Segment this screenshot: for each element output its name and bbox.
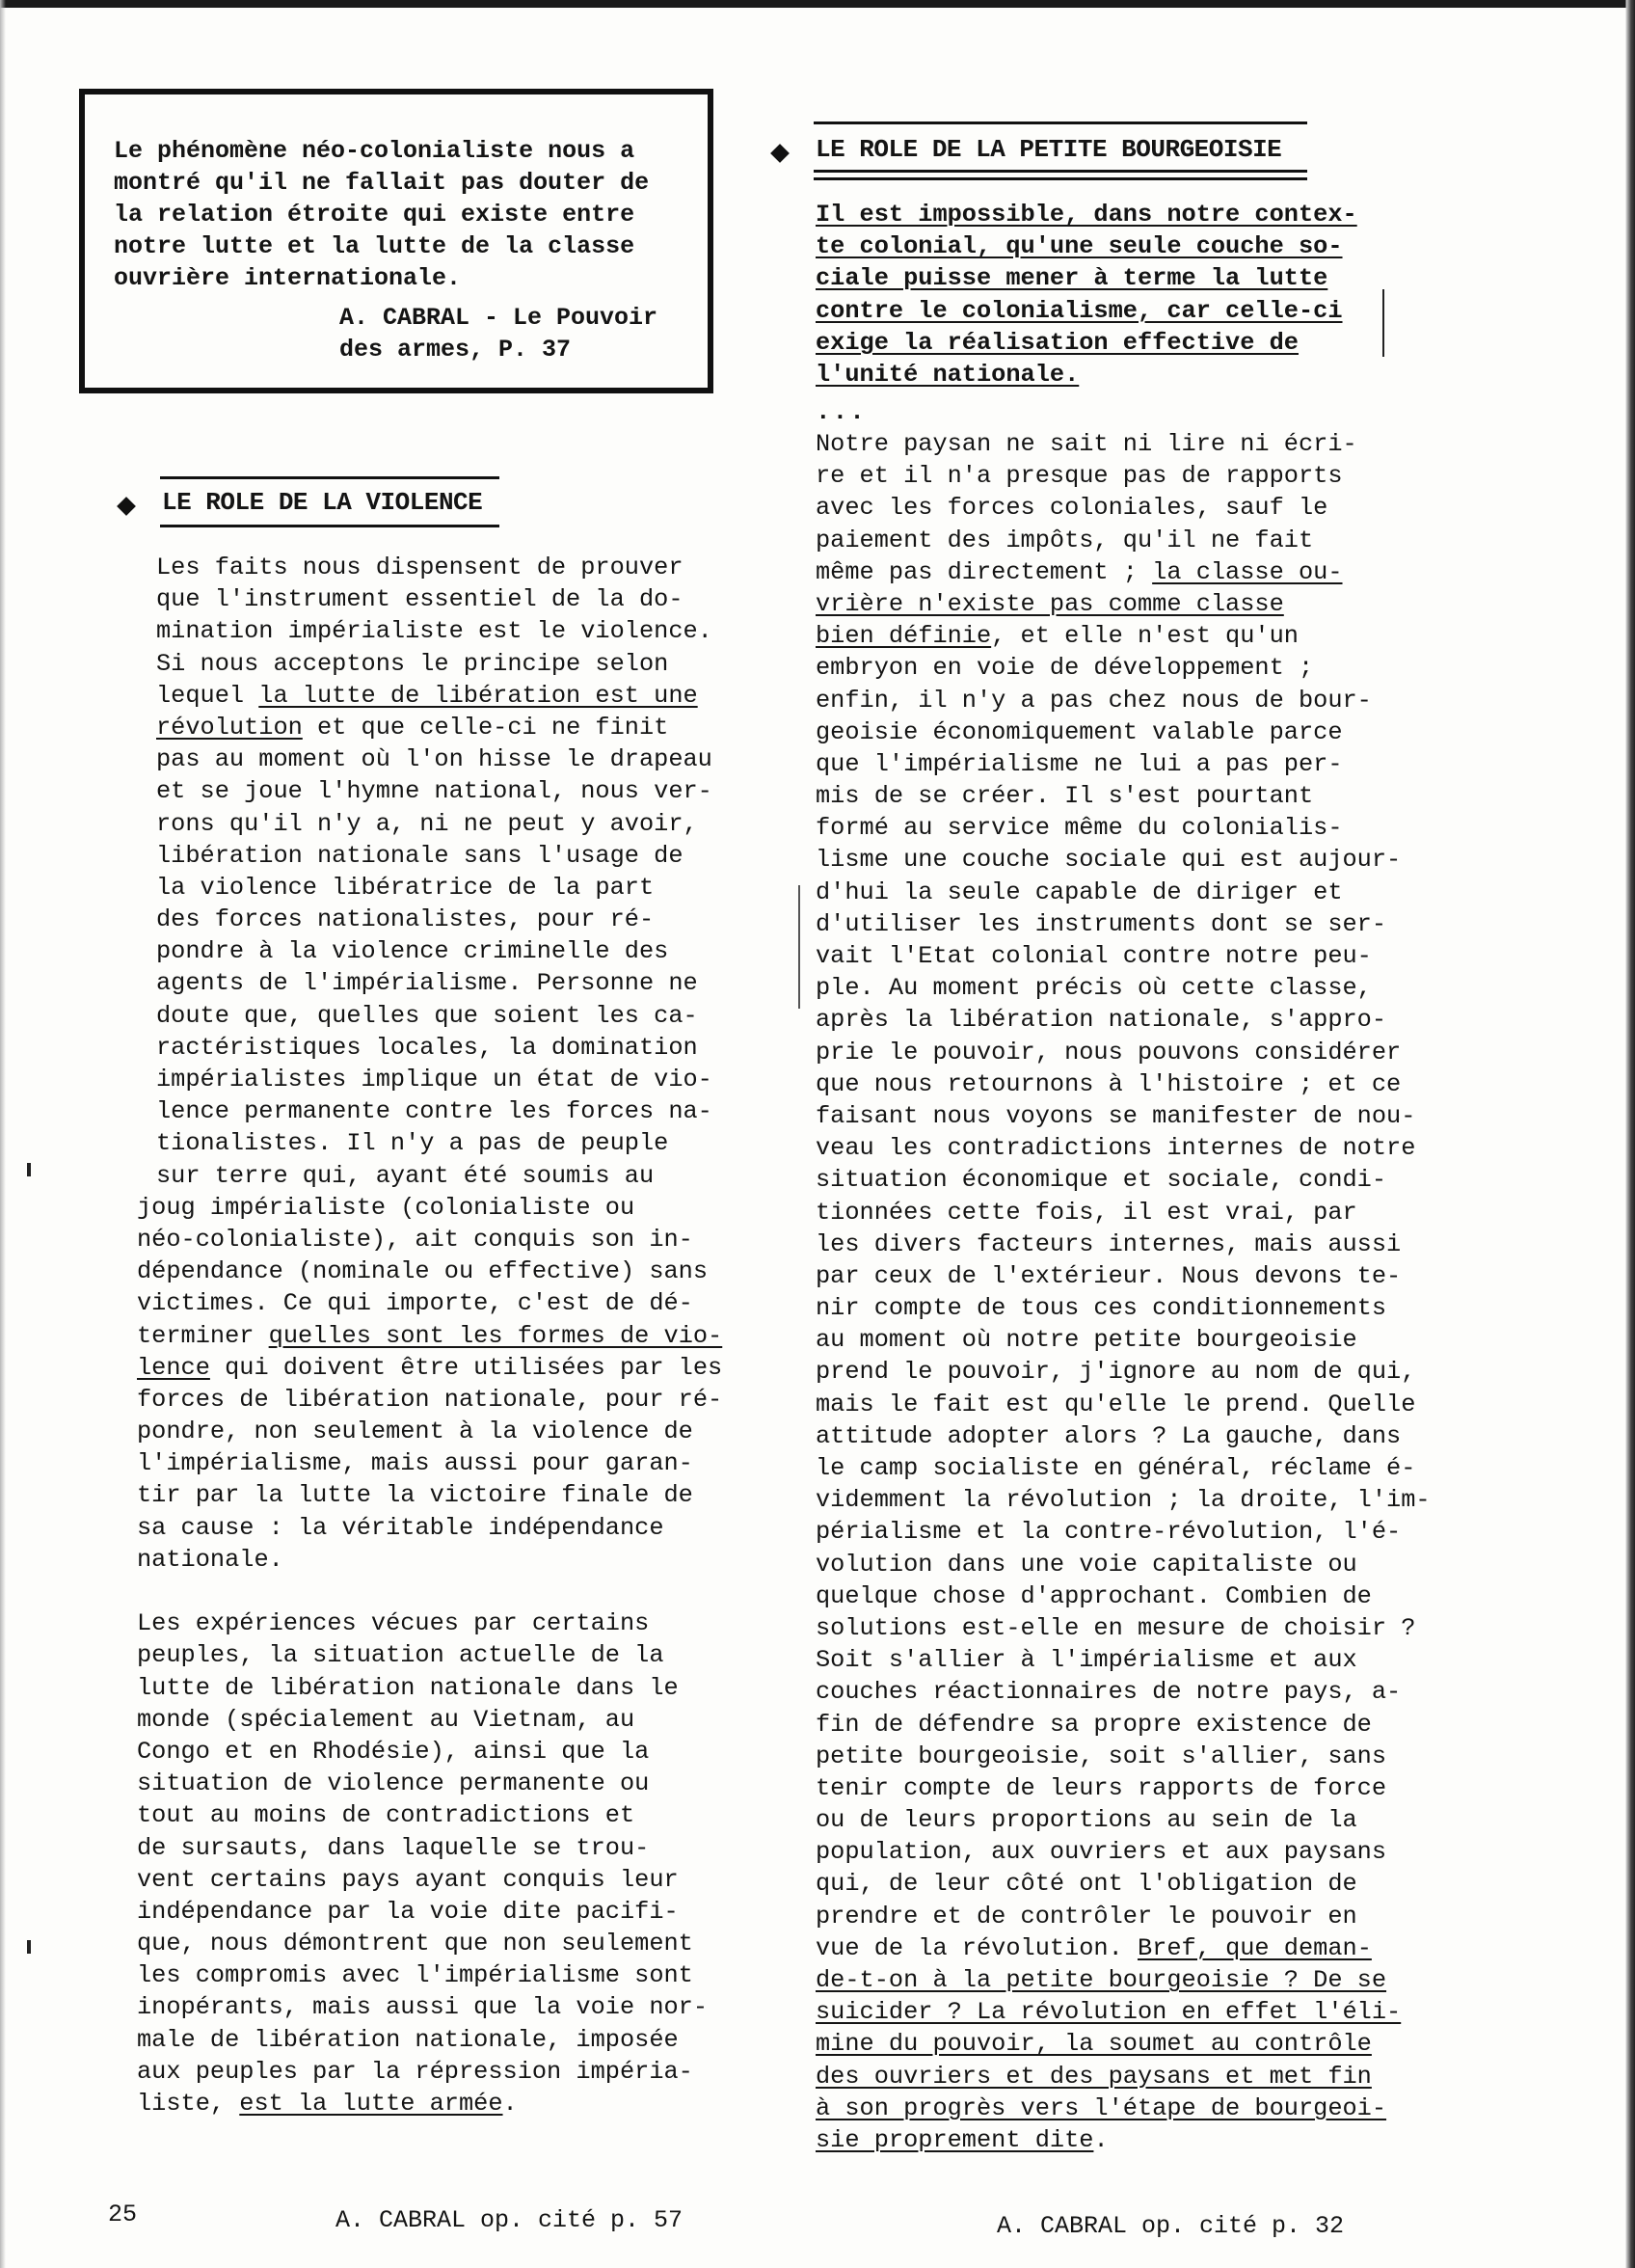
section-heading-violence bbox=[162, 488, 482, 517]
text-line: libération nationale sans l'usage de bbox=[156, 841, 683, 870]
text-line: nationale. bbox=[137, 1545, 283, 1574]
text-line: ple. Au moment précis où cette classe, bbox=[816, 974, 1372, 1003]
text-line: que, nous démontrent que non seulement bbox=[137, 1930, 693, 1958]
diamond-bullet-icon bbox=[117, 497, 136, 516]
quote-line: la relation étroite qui existe entre bbox=[114, 201, 635, 229]
text-line: révolution et que celle-ci ne finit bbox=[156, 713, 669, 742]
margin-tick-mark bbox=[27, 1940, 31, 1954]
text-line: au moment où notre petite bourgeoisie bbox=[816, 1326, 1357, 1355]
page-top-edge bbox=[0, 0, 1635, 8]
underlined-phrase: est la lutte armée bbox=[239, 2090, 503, 2118]
text-line: inopérants, mais aussi que la voie nor- bbox=[137, 1993, 709, 2022]
text-line: mais le fait est qu'elle le prend. Quelle bbox=[816, 1390, 1416, 1418]
margin-tick-mark bbox=[27, 1163, 31, 1176]
text-line: des forces nationalistes, pour ré- bbox=[156, 905, 655, 934]
text-line: Les expériences vécues par certains bbox=[137, 1609, 650, 1638]
text-line: que nous retournons à l'histoire ; et ce bbox=[816, 1069, 1402, 1098]
underlined-phrase: révolution bbox=[156, 713, 303, 742]
text-line: Les faits nous dispensent de prouver bbox=[156, 554, 683, 581]
text-line: tionnées cette fois, il est vrai, par bbox=[816, 1198, 1357, 1227]
text-line: sie proprement dite. bbox=[816, 2125, 1109, 2154]
right-citation: A. CABRAL op. cité p. 32 bbox=[997, 2212, 1345, 2240]
text-line: qui, de leur côté ont l'obligation de bbox=[816, 1870, 1357, 1899]
underlined-phrase: la lutte de libération est une bbox=[258, 681, 698, 710]
text-line: mis de se créer. Il s'est pourtant bbox=[816, 782, 1314, 811]
underlined-phrase: te colonial, qu'une seule couche so- bbox=[816, 232, 1343, 261]
underlined-phrase: à son progrès vers l'étape de bourgeoi- bbox=[816, 2093, 1387, 2122]
margin-bracket-mark bbox=[1382, 289, 1384, 357]
text-line: couches réactionnaires de notre pays, a- bbox=[816, 1678, 1402, 1707]
text-line bbox=[816, 588, 1431, 620]
lead-line bbox=[816, 327, 1357, 359]
text-line: peuples, la situation actuelle de la bbox=[137, 1641, 664, 1670]
page-right-edge bbox=[1625, 0, 1635, 2268]
text-line: monde (spécialement au Vietnam, au bbox=[137, 1705, 635, 1734]
underlined-phrase: lence bbox=[137, 1353, 210, 1382]
text-line: attitude adopter alors ? La gauche, dans bbox=[816, 1421, 1402, 1450]
text-line: Notre paysan ne sait ni lire ni écri- bbox=[816, 430, 1357, 458]
text-line: tenir compte de leurs rapports de force bbox=[816, 1773, 1387, 1802]
text-line: tout au moins de contradictions et bbox=[137, 1801, 635, 1830]
underlined-phrase: quelles sont les formes de vio- bbox=[268, 1321, 723, 1350]
text-line: tionalistes. Il n'y a pas de peuple bbox=[156, 1129, 669, 1158]
text-line: embryon en voie de développement ; bbox=[816, 654, 1314, 683]
left-citation: A. CABRAL op. cité p. 57 bbox=[335, 2206, 683, 2234]
lead-line bbox=[816, 199, 1357, 230]
margin-bracket-mark bbox=[798, 885, 800, 1009]
text-line: les compromis avec l'impérialisme sont bbox=[137, 1961, 693, 1990]
quote-line: notre lutte et la lutte de la classe bbox=[114, 232, 635, 260]
text-line: forces de libération nationale, pour ré- bbox=[137, 1385, 723, 1414]
lead-line bbox=[816, 359, 1357, 391]
text-line: formé au service même du colonialis- bbox=[816, 814, 1343, 843]
underlined-phrase: sie proprement dite bbox=[816, 2125, 1094, 2154]
text-line: agents de l'impérialisme. Personne ne bbox=[156, 969, 698, 998]
text-line bbox=[816, 2028, 1431, 2060]
text-line: Si nous acceptons le principe selon bbox=[156, 649, 669, 678]
page-left-edge bbox=[0, 0, 6, 2268]
underlined-phrase: la classe ou- bbox=[1152, 557, 1343, 586]
underlined-phrase: Bref, que deman- bbox=[1137, 1933, 1372, 1962]
text-line: paiement des impôts, qu'il ne fait bbox=[816, 526, 1314, 554]
text-line: mination impérialiste est le violence. bbox=[156, 617, 712, 646]
text-line: même pas directement ; la classe ou- bbox=[816, 557, 1343, 586]
diamond-bullet-icon bbox=[770, 144, 790, 163]
text-line: d'utiliser les instruments dont se ser- bbox=[816, 909, 1387, 938]
text-line: que l'impérialisme ne lui a pas per- bbox=[816, 749, 1343, 778]
text-line: joug impérialiste (colonialiste ou bbox=[137, 1193, 635, 1222]
text-line: petite bourgeoisie, soit s'allier, sans bbox=[816, 1742, 1387, 1770]
text-line: ractéristiques locales, la domination bbox=[156, 1033, 698, 1062]
text-line: indépendance par la voie dite pacifi- bbox=[137, 1897, 679, 1926]
text-line: pas au moment où l'on hisse le drapeau bbox=[156, 745, 712, 774]
text-line: ou de leurs proportions au sein de la bbox=[816, 1806, 1357, 1835]
text-line: male de libération nationale, imposée bbox=[137, 2025, 679, 2054]
text-line: Congo et en Rhodésie), ainsi que la bbox=[137, 1737, 650, 1766]
underlined-phrase: vrière n'existe pas comme classe bbox=[816, 589, 1284, 618]
text-line: tir par la lutte la victoire finale de bbox=[137, 1481, 693, 1510]
text-line: solutions est-elle en mesure de choisir ? bbox=[816, 1613, 1416, 1642]
text-line: situation économique et sociale, condi- bbox=[816, 1166, 1387, 1195]
text-line: vent certains pays ayant conquis leur bbox=[137, 1865, 679, 1894]
text-line: pondre, non seulement à la violence de bbox=[137, 1418, 693, 1446]
text-line: doute que, quelles que soient les ca- bbox=[156, 1001, 698, 1030]
text-line: pondre à la violence criminelle des bbox=[156, 937, 669, 966]
lead-line bbox=[816, 295, 1357, 327]
text-line: les divers facteurs internes, mais aussi bbox=[816, 1229, 1402, 1258]
text-line: liste, est la lutte armée. bbox=[137, 2090, 518, 2118]
text-line: bien définie, et elle n'est qu'un bbox=[816, 622, 1299, 651]
underlined-phrase: de-t-on à la petite bourgeoisie ? De se bbox=[816, 1966, 1387, 1994]
epigraph-quote-text bbox=[114, 135, 679, 294]
text-line: la violence libératrice de la part bbox=[156, 873, 655, 902]
attribution-line: A. CABRAL - Le Pouvoir bbox=[339, 304, 658, 332]
text-line: videmment la révolution ; la droite, l'im- bbox=[816, 1486, 1431, 1515]
text-line: re et il n'a presque pas de rapports bbox=[816, 462, 1343, 491]
text-line: avec les forces coloniales, sauf le bbox=[816, 494, 1328, 523]
text-line: lence qui doivent être utilisées par les bbox=[137, 1353, 723, 1382]
text-line: victimes. Ce qui importe, c'est de dé- bbox=[137, 1289, 693, 1318]
underlined-phrase: Il est impossible, dans notre contex- bbox=[816, 201, 1357, 229]
text-line: lequel la lutte de libération est une bbox=[156, 681, 698, 710]
text-line bbox=[816, 2061, 1431, 2092]
text-line: le camp socialiste en général, réclame é- bbox=[816, 1454, 1416, 1482]
underlined-phrase: contre le colonialisme, car celle-ci bbox=[816, 296, 1343, 325]
quote-line: ouvrière internationale. bbox=[114, 264, 462, 292]
text-line: dépendance (nominale ou effective) sans bbox=[137, 1257, 709, 1286]
text-line bbox=[816, 1996, 1431, 2028]
text-line: l'impérialisme, mais aussi pour garan- bbox=[137, 1449, 693, 1478]
text-line: quelque chose d'approchant. Combien de bbox=[816, 1581, 1372, 1610]
attribution-line: des armes, P. 37 bbox=[339, 336, 572, 364]
text-line: prendre et de contrôler le pouvoir en bbox=[816, 1902, 1357, 1930]
text-line: que l'instrument essentiel de la do- bbox=[156, 585, 683, 614]
underlined-phrase: des ouvriers et des paysans et met fin bbox=[816, 2062, 1372, 2091]
lead-line bbox=[816, 230, 1357, 262]
text-line: par ceux de l'extérieur. Nous devons te- bbox=[816, 1261, 1402, 1290]
text-line: volution dans une voie capitaliste ou bbox=[816, 1550, 1357, 1579]
text-line: impérialistes implique un état de vio- bbox=[156, 1066, 712, 1094]
epigraph-attribution bbox=[339, 302, 679, 365]
epigraph-quote-box bbox=[79, 89, 713, 393]
quote-line: Le phénomène néo-colonialiste nous a bbox=[114, 137, 635, 165]
text-line: lutte de libération nationale dans le bbox=[137, 1673, 679, 1702]
section-heading-text: LE ROLE DE LA VIOLENCE bbox=[162, 488, 483, 517]
underlined-phrase: ciale puisse mener à terme la lutte bbox=[816, 264, 1328, 293]
text-line: enfin, il n'y a pas chez nous de bour- bbox=[816, 686, 1372, 715]
underlined-phrase: suicider ? La révolution en effet l'éli- bbox=[816, 1998, 1402, 2027]
text-line bbox=[816, 1964, 1431, 1996]
section-heading-petite-bourgeoisie bbox=[816, 135, 1281, 164]
text-line: et se joue l'hymne national, nous ver- bbox=[156, 777, 712, 806]
text-line: rons qu'il n'y a, ni ne peut y avoir, bbox=[156, 809, 698, 838]
underlined-phrase: exige la réalisation effective de bbox=[816, 328, 1299, 357]
text-line: geoisie économiquement valable parce bbox=[816, 717, 1343, 746]
text-line: terminer quelles sont les formes de vio- bbox=[137, 1321, 723, 1350]
text-line: périalisme et la contre-révolution, l'é- bbox=[816, 1518, 1402, 1547]
text-line: d'hui la seule capable de diriger et bbox=[816, 878, 1343, 906]
underlined-phrase: bien définie bbox=[816, 622, 992, 651]
text-line: veau les contradictions internes de notre bbox=[816, 1134, 1416, 1163]
text-line: lence permanente contre les forces na- bbox=[156, 1097, 712, 1126]
text-line: fin de défendre sa propre existence de bbox=[816, 1710, 1372, 1739]
lead-line bbox=[816, 262, 1357, 294]
text-line: prie le pouvoir, nous pouvons considérer bbox=[816, 1038, 1402, 1066]
section-heading-text: LE ROLE DE LA PETITE BOURGEOISIE bbox=[816, 135, 1282, 164]
page-number: 25 bbox=[108, 2200, 138, 2228]
underlined-phrase: mine du pouvoir, la soumet au contrôle bbox=[816, 2030, 1372, 2059]
right-column-lead bbox=[816, 199, 1357, 391]
text-line: sa cause : la véritable indépendance bbox=[137, 1513, 664, 1542]
text-line: Soit s'allier à l'impérialisme et aux bbox=[816, 1646, 1357, 1675]
text-line: après la libération nationale, s'appro- bbox=[816, 1006, 1387, 1035]
text-line: situation de violence permanente ou bbox=[137, 1769, 650, 1798]
quote-line: montré qu'il ne fallait pas douter de bbox=[114, 169, 650, 197]
left-column-body bbox=[137, 552, 723, 2120]
text-line: population, aux ouvriers et aux paysans bbox=[816, 1838, 1387, 1867]
text-line: aux peuples par la répression impéria- bbox=[137, 2057, 693, 2086]
text-line: sur terre qui, ayant été soumis au bbox=[156, 1161, 655, 1190]
right-column-body bbox=[816, 428, 1431, 2156]
text-line bbox=[137, 1576, 722, 1607]
underlined-phrase: l'unité nationale. bbox=[816, 360, 1080, 389]
text-line: prend le pouvoir, j'ignore au nom de qui, bbox=[816, 1358, 1416, 1387]
text-line: de sursauts, dans laquelle se trou- bbox=[137, 1833, 650, 1862]
text-line: vue de la révolution. Bref, que deman- bbox=[816, 1933, 1372, 1962]
ellipsis: ... bbox=[816, 397, 867, 426]
text-line: lisme une couche sociale qui est aujour- bbox=[816, 846, 1402, 875]
text-line: faisant nous voyons se manifester de nou- bbox=[816, 1101, 1416, 1130]
text-line bbox=[816, 2092, 1431, 2124]
text-line: vait l'Etat colonial contre notre peu- bbox=[816, 942, 1372, 970]
text-line: nir compte de tous ces conditionnements bbox=[816, 1294, 1387, 1323]
text-line: néo-colonialiste), ait conquis son in- bbox=[137, 1225, 693, 1254]
